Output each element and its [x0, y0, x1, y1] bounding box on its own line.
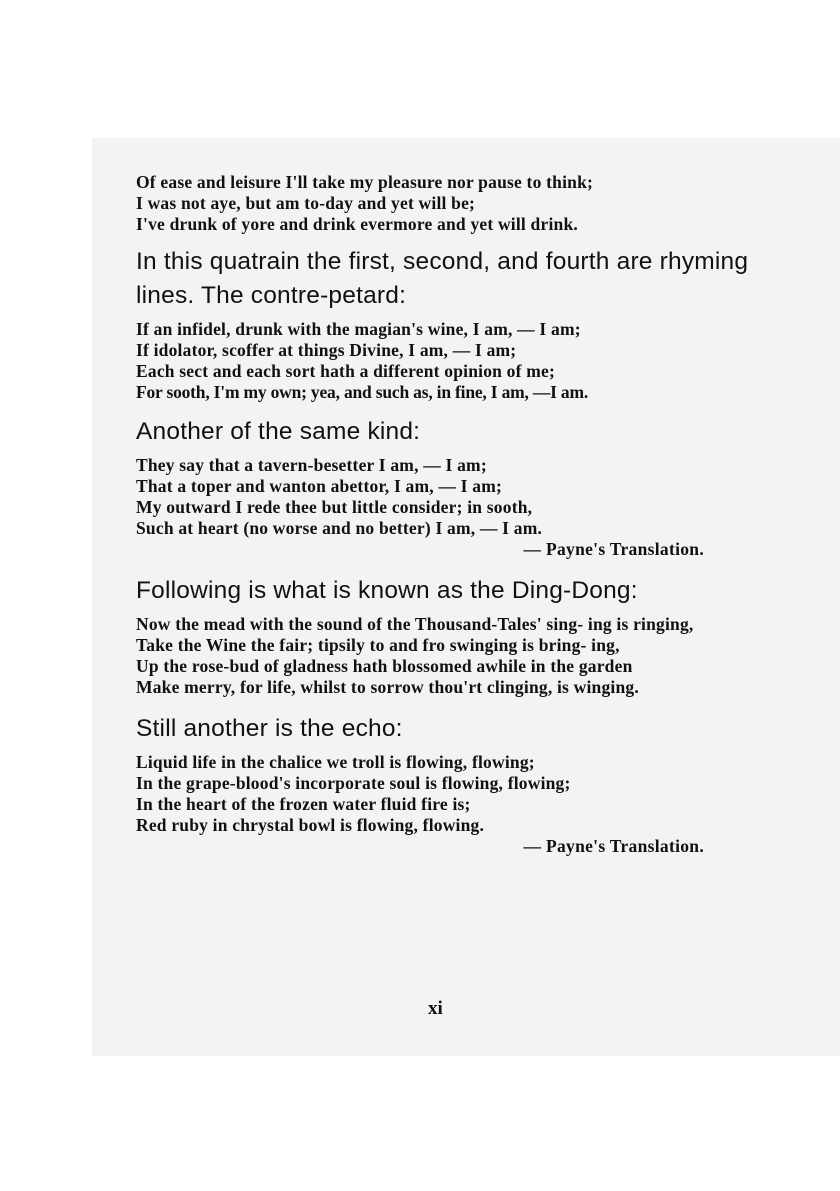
- verse-line: For sooth, I'm my own; yea, and such as, in fine, I am, —I am.: [136, 382, 589, 402]
- verse-ding-dong: [136, 614, 751, 698]
- verse-line: They say that a tavern-besetter I am, — I am;: [136, 455, 487, 475]
- verse-line: Make merry, for life, whilst to sorrow thou'rt clinging, is winging.: [136, 677, 639, 697]
- verse-opening: [136, 172, 756, 235]
- verse-line: My outward I rede thee but little consider; in sooth,: [136, 497, 533, 517]
- attribution: — Payne's Translation.: [523, 539, 704, 559]
- verse-line: Of ease and leisure I'll take my pleasure nor pause to think;: [136, 172, 594, 192]
- section-heading-echo: Still another is the echo:: [136, 715, 403, 742]
- verse-line: If idolator, scoffer at things Divine, I am, — I am;: [136, 340, 517, 360]
- verse-line: If an infidel, drunk with the magian's wine, I am, — I am;: [136, 319, 581, 339]
- verse-echo: [136, 752, 756, 836]
- verse-line: Up the rose-bud of gladness hath blossomed awhile in the garden: [136, 656, 633, 676]
- verse-same-kind: [136, 455, 756, 539]
- section-heading-contre-petard: In this quatrain the first, second, and fourth are rhyming lines. The contre-petard:: [136, 248, 749, 309]
- verse-line: Liquid life in the chalice we troll is flowing, flowing;: [136, 752, 535, 772]
- verse-line: Now the mead with the sound of the Thousand-Tales' sing- ing is ringing,: [136, 614, 694, 634]
- page-number: xi: [428, 998, 443, 1019]
- verse-contre-petard: [136, 319, 756, 403]
- attribution: — Payne's Translation.: [523, 836, 704, 856]
- verse-line: That a toper and wanton abettor, I am, — I am;: [136, 476, 503, 496]
- verse-line: Each sect and each sort hath a different opinion of me;: [136, 361, 555, 381]
- verse-line: In the heart of the frozen water fluid fire is;: [136, 794, 471, 814]
- verse-line: I was not aye, but am to-day and yet will be;: [136, 193, 476, 213]
- page-body: [136, 172, 756, 857]
- section-heading-ding-dong: Following is what is known as the Ding-Dong:: [136, 577, 638, 604]
- verse-line: Take the Wine the fair; tipsily to and fro swinging is bring- ing,: [136, 635, 620, 655]
- verse-line: I've drunk of yore and drink evermore and yet will drink.: [136, 214, 578, 234]
- verse-line: Such at heart (no worse and no better) I am, — I am.: [136, 518, 543, 538]
- verse-line: In the grape-blood's incorporate soul is flowing, flowing;: [136, 773, 571, 793]
- section-heading-same-kind: Another of the same kind:: [136, 418, 421, 445]
- verse-line: Red ruby in chrystal bowl is flowing, flowing.: [136, 815, 485, 835]
